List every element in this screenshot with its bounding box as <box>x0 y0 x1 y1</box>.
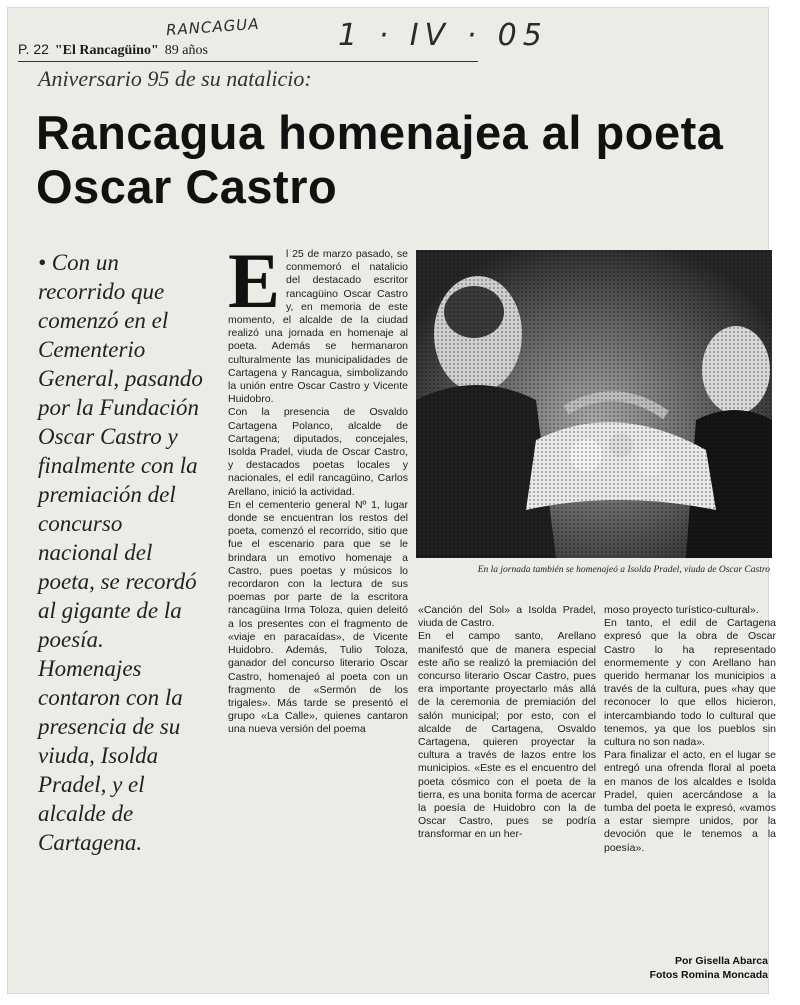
photo-image <box>416 250 772 558</box>
newspaper-header <box>18 41 478 62</box>
newspaper-name: "El Rancagüino" <box>54 43 159 58</box>
article-column-3 <box>604 604 776 855</box>
paragraph: En el campo santo, Arellano manifestó que de manera especial este año se realizó la premiación del concurso literario Oscar Castro, pues era importante proyectarlo más allá de la ceremonia de premiación del salón municipal; por esto, con el alcalde de Cartagena, Osvaldo Cartagena, quieren proyectar la cultura a través de lazos entre los municipios. «Este es el encuentro del poeta cósmico con el poeta de la tierra, es una bonita forma de acercar la poesía de Huidobro con la de Oscar Castro, pues se podría transformar en un her- <box>418 630 596 841</box>
newspaper-anniversary: 89 años <box>164 43 208 58</box>
paragraph: En tanto, el edil de Cartagena expresó que la obra de Oscar Castro lo ha representado enormemente y con Arellano han querido hermanar los municipios a través de la cultura, pues «hay que reconocer lo que ellos hicieron, intercambiando todo lo cultural que tenemos, ya que los pueblos sin cultura no son nada». <box>604 617 776 749</box>
article-column-1 <box>228 237 408 737</box>
handwritten-date-note: 1 · IV · 05 <box>338 18 548 53</box>
paragraph: Para finalizar el acto, en el lugar se entregó una ofrenda floral al poeta en manos de los alcaldes e Isolda Pradel, quien acercándose a la tumba del poeta le expresó, «vamos a estar siempre unidos, por la devoción que le tenemos a la poesía». <box>604 749 776 854</box>
handwritten-city-note: RANCAGUA <box>165 14 261 40</box>
paragraph: Con la presencia de Osvaldo Cartagena Polanco, alcalde de Cartagena; diputados, concejales, Isolda Pradel, viuda de Oscar Castro, y destacados poetas locales y nacionales, el edil rancagüino, Carlos Arellano, inició la actividad. <box>228 406 408 498</box>
article-byline <box>608 954 768 982</box>
byline-photographer: Fotos Romina Moncada <box>649 969 768 981</box>
photo-caption: En la jornada también se homenajeó a Isolda Pradel, viuda de Oscar Castro <box>477 565 770 575</box>
article-headline: Rancagua homenajea al poeta Oscar Castro <box>36 106 724 213</box>
article-photo <box>416 250 772 558</box>
paragraph: l 25 de marzo pasado, se conmemoró el natalicio del destacado escritor rancagüino Oscar Castro y, en memoria de este momento, el alcalde de la ciudad realizó una jornada en homenaje al poeta. Además se hermanaron culturalmente las municipalidades de Cartagena y Rancagua, simbolizando la unión entre Oscar Castro y Vicente Huidobro. <box>228 248 408 406</box>
page-number: P. 22 <box>18 41 49 57</box>
paragraph: «Canción del Sol» a Isolda Pradel, viuda de Castro. <box>418 604 596 630</box>
article-lede: • Con un recorrido que comenzó en el Cementerio General, pasando por la Fundación Oscar Castro y finalmente con la premiación del concurso nacional del poeta, se recordó al gigante de la poesía. Homenajes contaron con la presencia de su viuda, Isolda Pradel, y el alcalde de Cartagena. <box>38 250 203 855</box>
drop-cap: E <box>228 237 281 324</box>
byline-author: Por Gisella Abarca <box>675 955 768 967</box>
newspaper-clipping <box>8 8 776 993</box>
article-kicker: Aniversario 95 de su natalicio: <box>38 66 312 91</box>
paragraph: En el cementerio general Nº 1, lugar donde se encuentran los restos del poeta, comenzó el recorrido, sitio que fue el escenario para que se le brindara un emotivo homenaje a Castro, pues poetas y músicos lo recordaron con la lectura de sus poemas por parte de la escritora rancagüina Irma Toloza, quien deleitó a los presentes con el fragmento de «viaje en paracaídas», de Vicente Huidobro. Además, Tulio Toloza, ganador del concurso literario Oscar Castro, homenajeó al poeta con un fragmento de «Sermón de los trigales». Más tarde se presentó el grupo «La Calle», quienes cantaron una nueva versión del poema <box>228 498 408 736</box>
paragraph: moso proyecto turístico-cultural». <box>604 604 759 616</box>
article-column-2 <box>418 604 596 842</box>
